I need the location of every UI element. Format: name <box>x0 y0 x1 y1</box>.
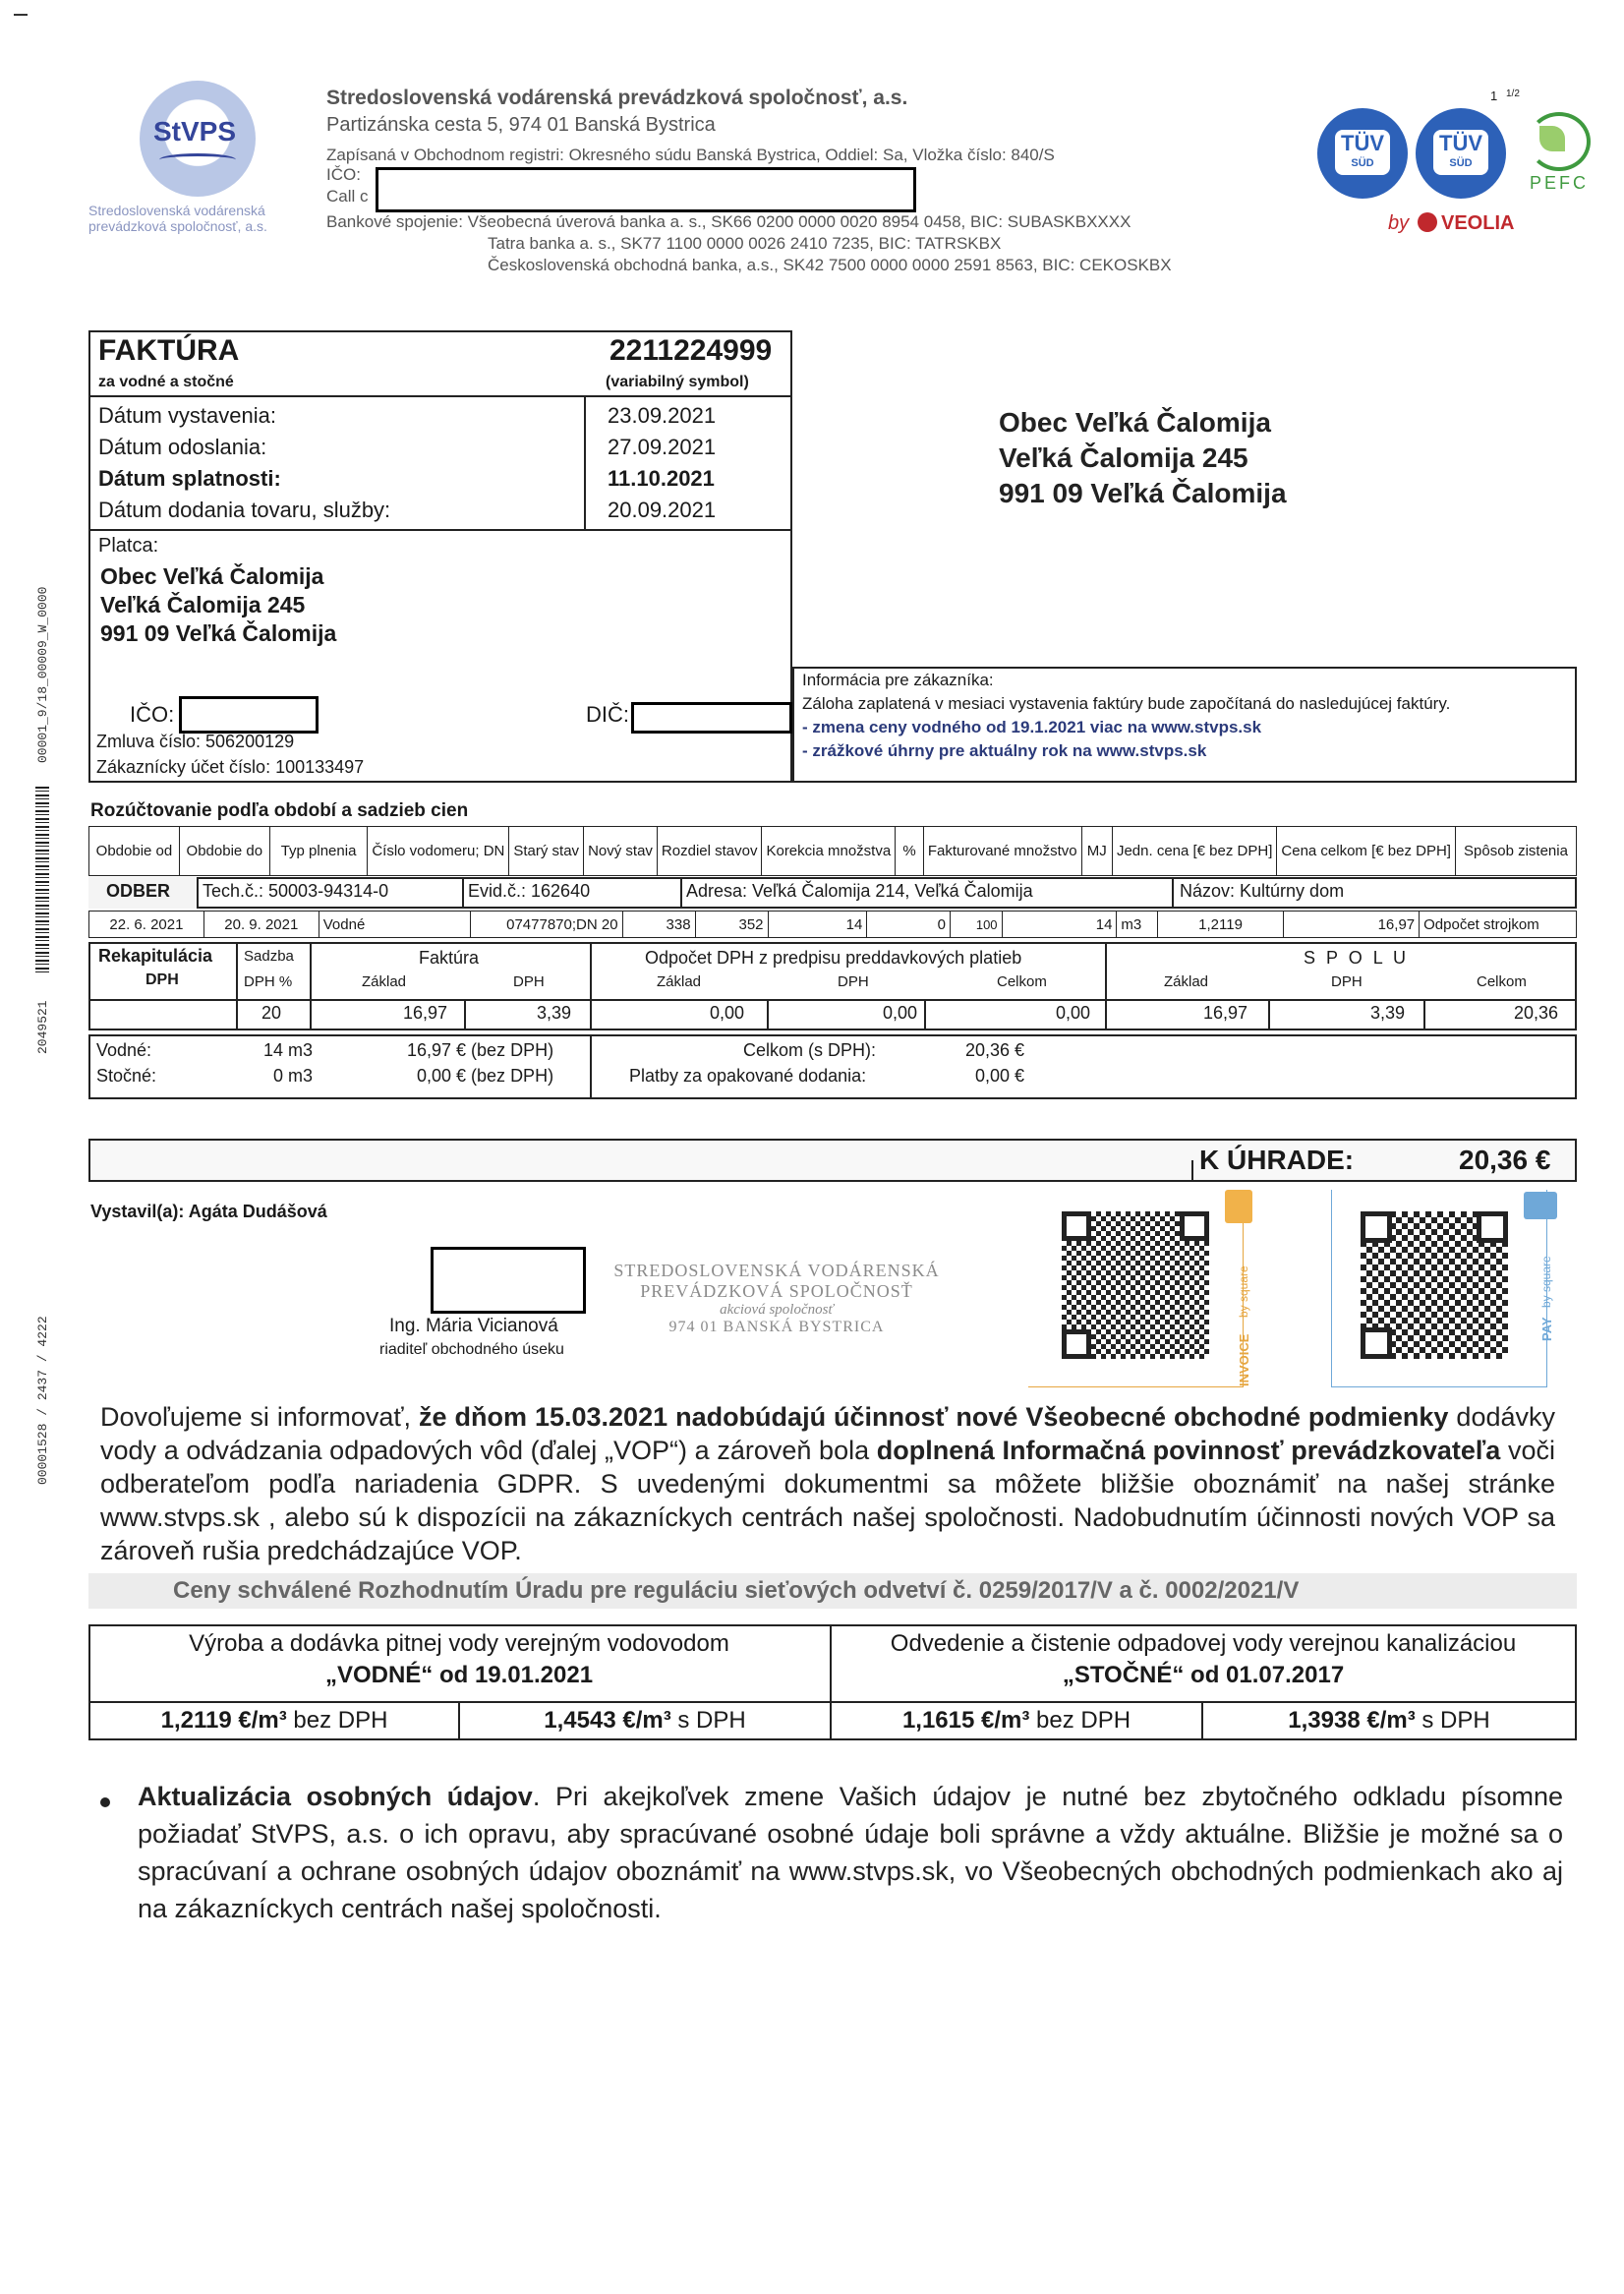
issued-by: Vystavil(a): Agáta Dudášová <box>90 1202 327 1221</box>
invoice-doc-icon <box>1225 1190 1252 1223</box>
qr-pay-label: PAY <box>1539 1317 1554 1341</box>
td-method: Odpočet strojkom <box>1420 912 1577 938</box>
recap-s-dph: 3,39 <box>1370 1003 1406 1023</box>
gdpr-notice <box>138 1778 1563 1927</box>
signer-name: Ing. Mária Vicianová <box>389 1316 558 1336</box>
recap-col-4 <box>590 942 592 1030</box>
price-right-h2: „STOČNÉ“ od 01.07.2017 <box>1062 1662 1345 1688</box>
odber-address: Adresa: Veľká Čalomija 214, Veľká Čalomija <box>686 881 1033 901</box>
logo-caption-line1: Stredoslovenská vodárenská <box>88 203 265 218</box>
recap-f-dph: 3,39 <box>537 1003 572 1023</box>
logo-text: StVPS <box>153 116 237 147</box>
payer-line-1: Obec Veľká Čalomija <box>100 563 324 589</box>
summary-celkom-value: 20,36 € <box>965 1040 1025 1060</box>
recap-s-celkom-label: Celkom <box>1477 973 1527 990</box>
qr-invoice-label: INVOICE <box>1237 1333 1251 1386</box>
date-delivery-label: Dátum dodania tovaru, služby: <box>98 498 391 522</box>
summary-stocne-qty: 0 m3 <box>273 1066 314 1086</box>
qr-pay-finder-1 <box>1361 1211 1392 1243</box>
odber-name: Názov: Kultúrny dom <box>1180 881 1345 901</box>
recap-col-6 <box>1268 999 1270 1030</box>
breakdown-title: Rozúčtovanie podľa období a sadzieb cien <box>90 800 469 821</box>
price-cell-2-num: 1,4543 €/m³ <box>544 1707 671 1734</box>
payer-label: Platca: <box>98 535 159 557</box>
price-right-header <box>832 1628 1575 1691</box>
date-sent-label: Dátum odoslania: <box>98 435 267 459</box>
summary-vodne-label: Vodné: <box>96 1040 152 1060</box>
td-correction: 0 <box>867 912 951 938</box>
contract-number: Zmluva číslo: 506200129 <box>96 732 295 751</box>
logo-caption <box>88 203 267 234</box>
recap-o-dph: 0,00 <box>883 1003 918 1023</box>
date-row-sent <box>98 435 737 466</box>
invoice-dates-divider <box>88 529 792 531</box>
date-row-delivery <box>98 498 737 529</box>
recap-s-celkom: 20,36 <box>1514 1003 1559 1023</box>
summary-divider <box>590 1034 592 1099</box>
company-ico-label: IČO: <box>326 165 361 184</box>
redacted-dic <box>631 702 792 734</box>
recap-o-celkom-label: Celkom <box>997 973 1047 990</box>
payer-line-3: 991 09 Veľká Čalomija <box>100 620 337 646</box>
recipient-line-1: Obec Veľká Čalomija <box>999 407 1271 438</box>
recap-odpocet: Odpočet DPH z predpisu preddavkových platieb <box>645 948 1022 968</box>
total-divider <box>1191 1160 1193 1182</box>
invoice-number-note: (variabilný symbol) <box>606 374 749 390</box>
recap-s-zaklad: 16,97 <box>1203 1003 1248 1023</box>
gdpr-text: . Pri akejkoľvek zmene Vašich údajov je nutné bez zbytočného odkladu písomne požiadať StVPS, a.s. o ich opravu, aby spracúvané osobné údaje boli správne a vždy aktuálne. Bližšie je možné sa o spracúvaní a ochrane osobných údajov oboznámiť na www.stvps.sk, vo Všeobecných obchodných podmienkach ako aj na zákazníckych centrách našej spoločnosti. <box>138 1782 1564 1923</box>
qr-invoice-finder-1 <box>1062 1211 1091 1241</box>
th-correction: Korekcia množstva <box>762 827 896 876</box>
logo-caption-line2: prevádzková spoločnosť, a.s. <box>88 218 267 234</box>
td-new-state: 352 <box>695 912 768 938</box>
recap-s-dph-label: DPH <box>1331 973 1363 990</box>
veolia-icon <box>1418 212 1437 232</box>
pay-card-icon <box>1524 1192 1557 1219</box>
summary-celkom-label: Celkom (s DPH): <box>743 1040 877 1060</box>
recap-spolu: S P O L U <box>1304 948 1410 968</box>
recap-col-1 <box>236 942 238 1030</box>
tuv-badge-2-text: TÜV <box>1439 131 1482 155</box>
td-type: Vodné <box>319 912 470 938</box>
tuv-badge-2 <box>1416 108 1506 199</box>
price-left-h1: Výroba a dodávka pitnej vody verejným vodovodom <box>189 1630 729 1657</box>
td-diff: 14 <box>768 912 867 938</box>
redacted-signature <box>431 1247 586 1314</box>
recap-faktura: Faktúra <box>419 948 480 968</box>
tuv-badge-1-inner <box>1335 130 1390 175</box>
price-cell-1-num: 1,2119 €/m³ <box>160 1707 287 1734</box>
odber-name-cell <box>1172 877 1174 909</box>
td-unit: m3 <box>1117 912 1158 938</box>
redacted-ico <box>179 696 319 734</box>
page-number: 1/2 <box>1506 88 1520 99</box>
date-due-value: 11.10.2021 <box>608 466 715 491</box>
side-code-b: 2049521 <box>35 1000 50 1054</box>
recap-col-2 <box>310 942 312 1030</box>
td-total-price: 16,97 <box>1283 912 1419 938</box>
price-cell-2 <box>460 1707 830 1735</box>
info-line-2: - zmena ceny vodného od 19.1.2021 viac na www.stvps.sk <box>802 718 1262 736</box>
vop-notice <box>100 1400 1555 1567</box>
summary-vodne-qty: 14 m3 <box>263 1040 314 1060</box>
company-name: Stredoslovenská vodárenská prevádzková spoločnosť, a.s. <box>326 87 908 109</box>
recipient-address <box>999 405 1287 511</box>
th-meter: Číslo vodomeru; DN <box>368 827 509 876</box>
company-logo <box>140 81 256 197</box>
th-total-price: Cena celkom [€ bez DPH] <box>1277 827 1456 876</box>
date-row-issue <box>98 403 737 435</box>
recap-col-9 <box>924 999 926 1030</box>
th-method: Spôsob zistenia <box>1455 827 1576 876</box>
gdpr-heading: Aktualizácia osobných údajov <box>138 1782 533 1811</box>
th-period-to: Obdobie do <box>179 827 269 876</box>
recap-f-dph-label: DPH <box>513 973 545 990</box>
corner-mark <box>14 14 28 16</box>
date-due-label: Dátum splatnosti: <box>98 466 281 491</box>
veolia-by: by <box>1388 212 1410 234</box>
recap-o-dph-label: DPH <box>838 973 869 990</box>
notice-part-3: dodávky vody a odvádzania odpadových vôd (ďalej „VOP“) a zároveň bola <box>100 1402 1555 1465</box>
recap-rate: 20 <box>261 1003 282 1023</box>
tuv-badge-2-sud: SÜD <box>1449 157 1473 169</box>
total-label: K ÚHRADE: <box>1199 1145 1355 1175</box>
th-new-state: Nový stav <box>584 827 658 876</box>
tuv-badge-1-sud: SÜD <box>1351 157 1374 169</box>
price-cell-3-suffix: bez DPH <box>1029 1707 1131 1734</box>
price-band-text: Ceny schválené Rozhodnutím Úradu pre reguláciu sieťových odvetví č. 0259/2017/V a č. 0002/2021/V <box>173 1577 1300 1604</box>
stamp-line-3: akciová spoločnosť <box>720 1302 834 1318</box>
date-issue-label: Dátum vystavenia: <box>98 403 276 428</box>
recap-label-2: DPH <box>145 971 179 988</box>
recipient-line-3: 991 09 Veľká Čalomija <box>999 478 1287 508</box>
customer-account: Zákaznícky účet číslo: 100133497 <box>96 757 365 777</box>
recap-o-zaklad: 0,00 <box>710 1003 745 1023</box>
qr-pay-by-square: by square <box>1539 1256 1553 1308</box>
qr-pay-finder-3 <box>1361 1327 1392 1359</box>
price-right-h1: Odvedenie a čistenie odpadovej vody verejnou kanalizáciou <box>890 1630 1517 1657</box>
breakdown-data-table <box>88 911 1577 938</box>
invoice-number: 2211224999 <box>609 334 773 367</box>
price-cell-4-num: 1,3938 €/m³ <box>1288 1707 1416 1734</box>
td-period-from: 22. 6. 2021 <box>89 912 204 938</box>
notice-part-4: doplnená Informačná povinnosť prevádzkovateľa <box>876 1436 1501 1465</box>
invoice-dates <box>98 403 737 529</box>
odber-evid: Evid.č.: 162640 <box>468 881 591 901</box>
recap-dph-pct: DPH % <box>244 973 293 990</box>
price-cell-3-num: 1,1615 €/m³ <box>901 1707 1030 1734</box>
signer-role: riaditeľ obchodného úseku <box>379 1341 564 1358</box>
pefc-label: PEFC <box>1530 173 1590 193</box>
date-issue-value: 23.09.2021 <box>608 403 717 428</box>
price-left-h2: „VODNÉ“ od 19.01.2021 <box>324 1662 594 1688</box>
summary-stocne-label: Stočné: <box>96 1066 157 1086</box>
price-cell-1-suffix: bez DPH <box>286 1707 388 1734</box>
price-cell-4 <box>1203 1707 1575 1735</box>
recap-s-zaklad-label: Základ <box>1164 973 1209 990</box>
qr-invoice-finder-3 <box>1062 1329 1091 1359</box>
breakdown-header-row <box>89 827 1577 876</box>
summary-platby-value: 0,00 € <box>975 1066 1025 1086</box>
logo-wave <box>159 153 236 166</box>
th-type: Typ plnenia <box>269 827 368 876</box>
td-meter: 07477870;DN 20 <box>471 912 622 938</box>
price-cell-1 <box>90 1707 458 1735</box>
summary-vodne-amt: 16,97 € (bez DPH) <box>407 1040 554 1060</box>
notice-part-2: že dňom 15.03.2021 nadobúdajú účinnosť nové Všeobecné obchodné podmienky <box>419 1402 1449 1432</box>
payer-address <box>100 562 336 648</box>
odber-label: ODBER <box>106 881 171 901</box>
recap-o-celkom: 0,00 <box>1056 1003 1091 1023</box>
bullet-icon <box>100 1797 110 1807</box>
date-delivery-value: 20.09.2021 <box>608 498 717 522</box>
payer-dic-label: DIČ: <box>586 702 629 727</box>
recap-f-zaklad-label: Základ <box>362 973 407 990</box>
stamp-line-4: 974 01 BANSKÁ BYSTRICA <box>668 1319 885 1335</box>
price-row-divider <box>88 1701 1577 1703</box>
th-period-from: Obdobie od <box>89 827 180 876</box>
price-left-header <box>90 1628 828 1691</box>
th-old-state: Starý stav <box>509 827 584 876</box>
recap-col-7 <box>1423 999 1425 1030</box>
side-barcode <box>35 787 49 973</box>
td-billed-qty: 14 <box>1002 912 1117 938</box>
side-code-a: 00001_9/18_00009_W_0000 <box>35 586 50 763</box>
td-period-to: 20. 9. 2021 <box>203 912 319 938</box>
date-sent-value: 27.09.2021 <box>608 435 717 459</box>
redacted-contact <box>376 167 916 212</box>
qr-invoice-finder-2 <box>1180 1211 1209 1241</box>
company-registry: Zapísaná v Obchodnom registri: Okresného súdu Banská Bystrica, Oddiel: Sa, Vložka číslo: 840/S <box>326 146 1055 164</box>
veolia-label: VEOLIA <box>1441 212 1515 234</box>
info-line-3: - zrážkové úhrny pre aktuálny rok na www.stvps.sk <box>802 741 1207 760</box>
qr-invoice-by-square: by square <box>1237 1265 1250 1318</box>
price-cell-4-suffix: s DPH <box>1415 1707 1490 1734</box>
th-unit: MJ <box>1081 827 1112 876</box>
td-percent: 100 <box>951 912 1003 938</box>
invoice-title-divider <box>88 395 792 397</box>
summary-platby-label: Platby za opakované dodania: <box>629 1066 867 1086</box>
info-title: Informácia pre zákazníka: <box>802 671 994 689</box>
odber-tech: Tech.č.: 50003-94314-0 <box>203 881 389 901</box>
invoice-title: FAKTÚRA <box>98 334 240 367</box>
notice-part-5: voči odberateľom podľa nariadenia GDPR. S uvedenými dokumentmi sa môžete bližšie oboznámiť na našej stránke www.stvps.sk , alebo sú k dispozícii na zákazníckych centrách našej spoločnosti. Nadobudnutím účinnosti nových VOP sa zároveň rušia predchádzajúce VOP. <box>100 1436 1555 1565</box>
breakdown-data-row <box>89 912 1577 938</box>
tuv-badge-1-text: TÜV <box>1341 131 1384 155</box>
info-line-1: Záloha zaplatená v mesiaci vystavenia faktúry bude započítaná do nasledujúcej faktúry. <box>802 694 1451 713</box>
th-unit-price: Jedn. cena [€ bez DPH] <box>1112 827 1276 876</box>
side-code-c: 00001528 / 2437 / 4222 <box>35 1316 50 1485</box>
recap-col-8 <box>767 999 769 1030</box>
tuv-badge-1 <box>1317 108 1408 199</box>
breakdown-table <box>88 826 1577 876</box>
price-cell-2-suffix: s DPH <box>670 1707 746 1734</box>
stamp-line-1: STREDOSLOVENSKÁ VODÁRENSKÁ <box>613 1261 940 1280</box>
summary-stocne-amt: 0,00 € (bez DPH) <box>417 1066 554 1086</box>
td-unit-price: 1,2119 <box>1158 912 1284 938</box>
recap-sadzba: Sadzba <box>244 948 294 965</box>
date-row-due <box>98 466 737 498</box>
payer-line-2: Veľká Čalomija 245 <box>100 592 306 618</box>
recap-label-1: Rekapitulácia <box>98 946 213 966</box>
bank-line-2: Tatra banka a. s., SK77 1100 0000 0026 2410 7235, BIC: TATRSKBX <box>488 234 1002 253</box>
recap-row-divider <box>88 999 1577 1001</box>
notice-part-1: Dovoľujeme si informovať, <box>100 1402 420 1432</box>
recap-col-3 <box>464 999 466 1030</box>
company-stamp <box>609 1261 944 1336</box>
td-old-state: 338 <box>622 912 695 938</box>
recap-f-zaklad: 16,97 <box>403 1003 448 1023</box>
pefc-leaf-icon <box>1539 126 1565 151</box>
recap-o-zaklad-label: Základ <box>657 973 702 990</box>
th-diff: Rozdiel stavov <box>657 827 762 876</box>
stamp-line-2: PREVÁDZKOVÁ SPOLOČNOSŤ <box>640 1281 913 1301</box>
company-address: Partizánska cesta 5, 974 01 Banská Bystrica <box>326 114 716 136</box>
th-percent: % <box>896 827 924 876</box>
invoice-subtitle: za vodné a stočné <box>98 374 234 390</box>
th-billed-qty: Fakturované množstvo <box>923 827 1081 876</box>
page-corner-number: 1 <box>1490 88 1498 103</box>
recipient-line-2: Veľká Čalomija 245 <box>999 442 1248 473</box>
bank-line-3: Československá obchodná banka, a.s., SK42 7500 0000 0000 2591 8563, BIC: CEKOSKBX <box>488 256 1172 274</box>
qr-pay-finder-2 <box>1477 1211 1508 1243</box>
recap-col-5 <box>1105 942 1107 1030</box>
company-call-label: Call c <box>326 187 369 206</box>
price-cell-3 <box>832 1707 1201 1735</box>
tuv-badge-2-inner <box>1433 130 1488 175</box>
bank-line-1: Bankové spojenie: Všeobecná úverová banka a. s., SK66 0200 0000 0020 8954 0458, BIC: SUBASKBXXXX <box>326 212 1131 231</box>
payer-ico-label: IČO: <box>130 702 175 727</box>
total-value: 20,36 € <box>1459 1145 1551 1175</box>
